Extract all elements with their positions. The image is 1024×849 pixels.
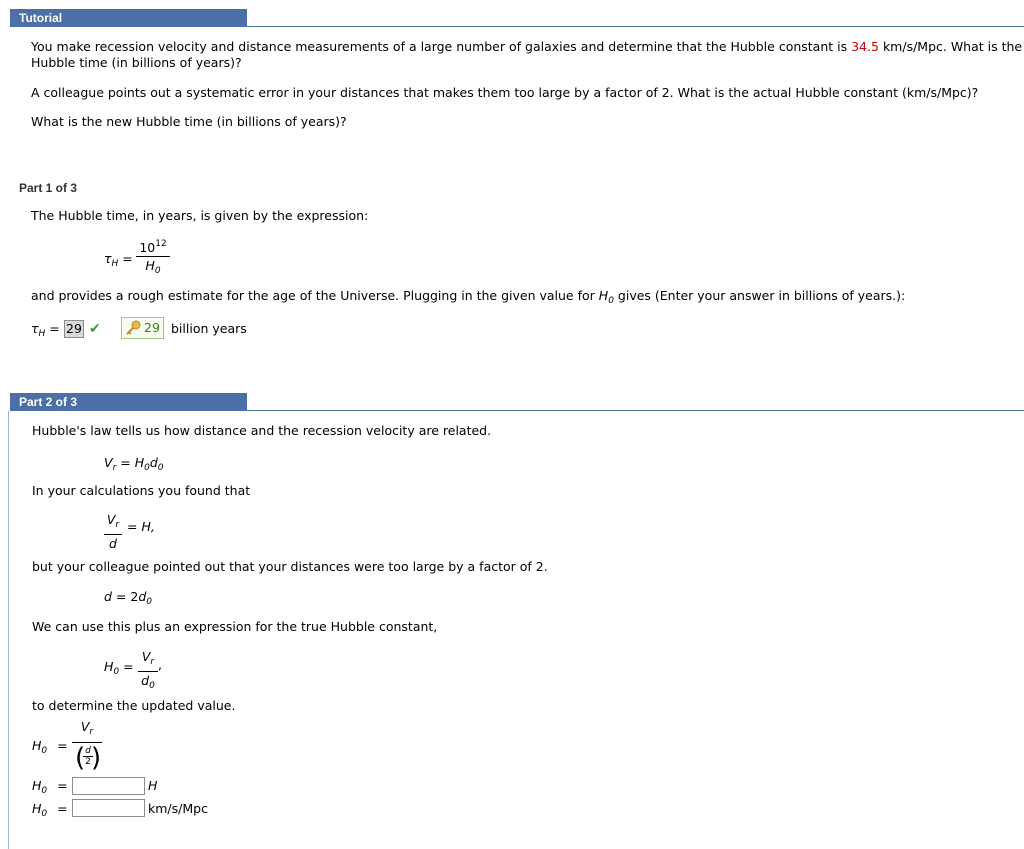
key-icon — [124, 319, 142, 337]
part1-answer-lhs: $\tau_H$ = — [31, 321, 60, 339]
found-fraction: $V_r$ d — [104, 512, 122, 551]
part2-colleague: but your colleague pointed out that your distances were too large by a factor of 2. — [32, 559, 548, 574]
tutorial-header: Tutorial — [10, 9, 247, 27]
part2-found: In your calculations you found that — [32, 483, 251, 498]
tutorial-header-rule — [247, 26, 1024, 27]
part1-provides: and provides a rough estimate for the age of the Universe. Plugging in the given value for $H_0$ gives (Enter your answer in billions of years.): — [31, 288, 906, 306]
question-line-2: Hubble time (in billions of years)? — [31, 55, 242, 70]
part1-correct-value: 29 — [144, 320, 160, 335]
check-icon: ✔ — [89, 321, 101, 337]
true-hubble-comma: , — [158, 657, 162, 672]
part2-intro: Hubble's law tells us how distance and the recession velocity are related. — [32, 423, 492, 438]
true-hubble-fraction: $V_r$ $d_0$ — [138, 649, 158, 694]
question-line-4: What is the new Hubble time (in billions of years)? — [31, 114, 347, 129]
row2-lhs: $H_0$ = — [32, 801, 68, 819]
part1-intro: The Hubble time, in years, is given by the expression: — [31, 208, 369, 223]
row1-lhs: $H_0$ = — [32, 778, 68, 796]
found-rhs: = H, — [127, 519, 155, 534]
part2-header: Part 2 of 3 — [10, 393, 247, 411]
hubble-constant-value: 34.5 — [851, 39, 879, 54]
part2-header-rule — [247, 410, 1024, 411]
updated-fraction: $V_r$ ( d 2 ) — [72, 719, 102, 778]
row2-unit: km/s/Mpc — [148, 801, 208, 816]
updated-expression-input[interactable] — [72, 777, 145, 795]
hubble-constant-input[interactable] — [72, 799, 145, 817]
part1-eq-fraction: $10^{12}$ $H_0$ — [136, 237, 170, 279]
part1-unit: billion years — [171, 321, 247, 336]
distance-equation: $d = 2d_0$ — [104, 589, 152, 607]
part2-use: We can use this plus an expression for the true Hubble constant, — [32, 619, 438, 634]
question-line-1: You make recession velocity and distance measurements of a large number of galaxies and determine that the Hubble constant is 34.5 km/s/Mpc. What is the — [31, 39, 1023, 54]
part1-answer-field[interactable]: 29 — [64, 320, 84, 338]
part2-side-rule — [8, 411, 9, 849]
part1-label: Part 1 of 3 — [19, 181, 78, 195]
updated-lhs: $H_0$ = — [32, 738, 68, 756]
part1-correct-answer-box — [121, 317, 164, 339]
part1-eq-lhs: $\tau_H$ = — [104, 251, 133, 269]
true-hubble-lhs: $H_0$ = — [104, 659, 134, 677]
row1-unit: H — [148, 778, 158, 793]
question-line-3: A colleague points out a systematic error in your distances that makes them too large by a factor of 2. What is the actual Hubble constant (km/s/Mpc)? — [31, 85, 979, 100]
hubble-law-equation: $V_r = H_0d_0$ — [104, 455, 164, 473]
part2-determine: to determine the updated value. — [32, 698, 236, 713]
